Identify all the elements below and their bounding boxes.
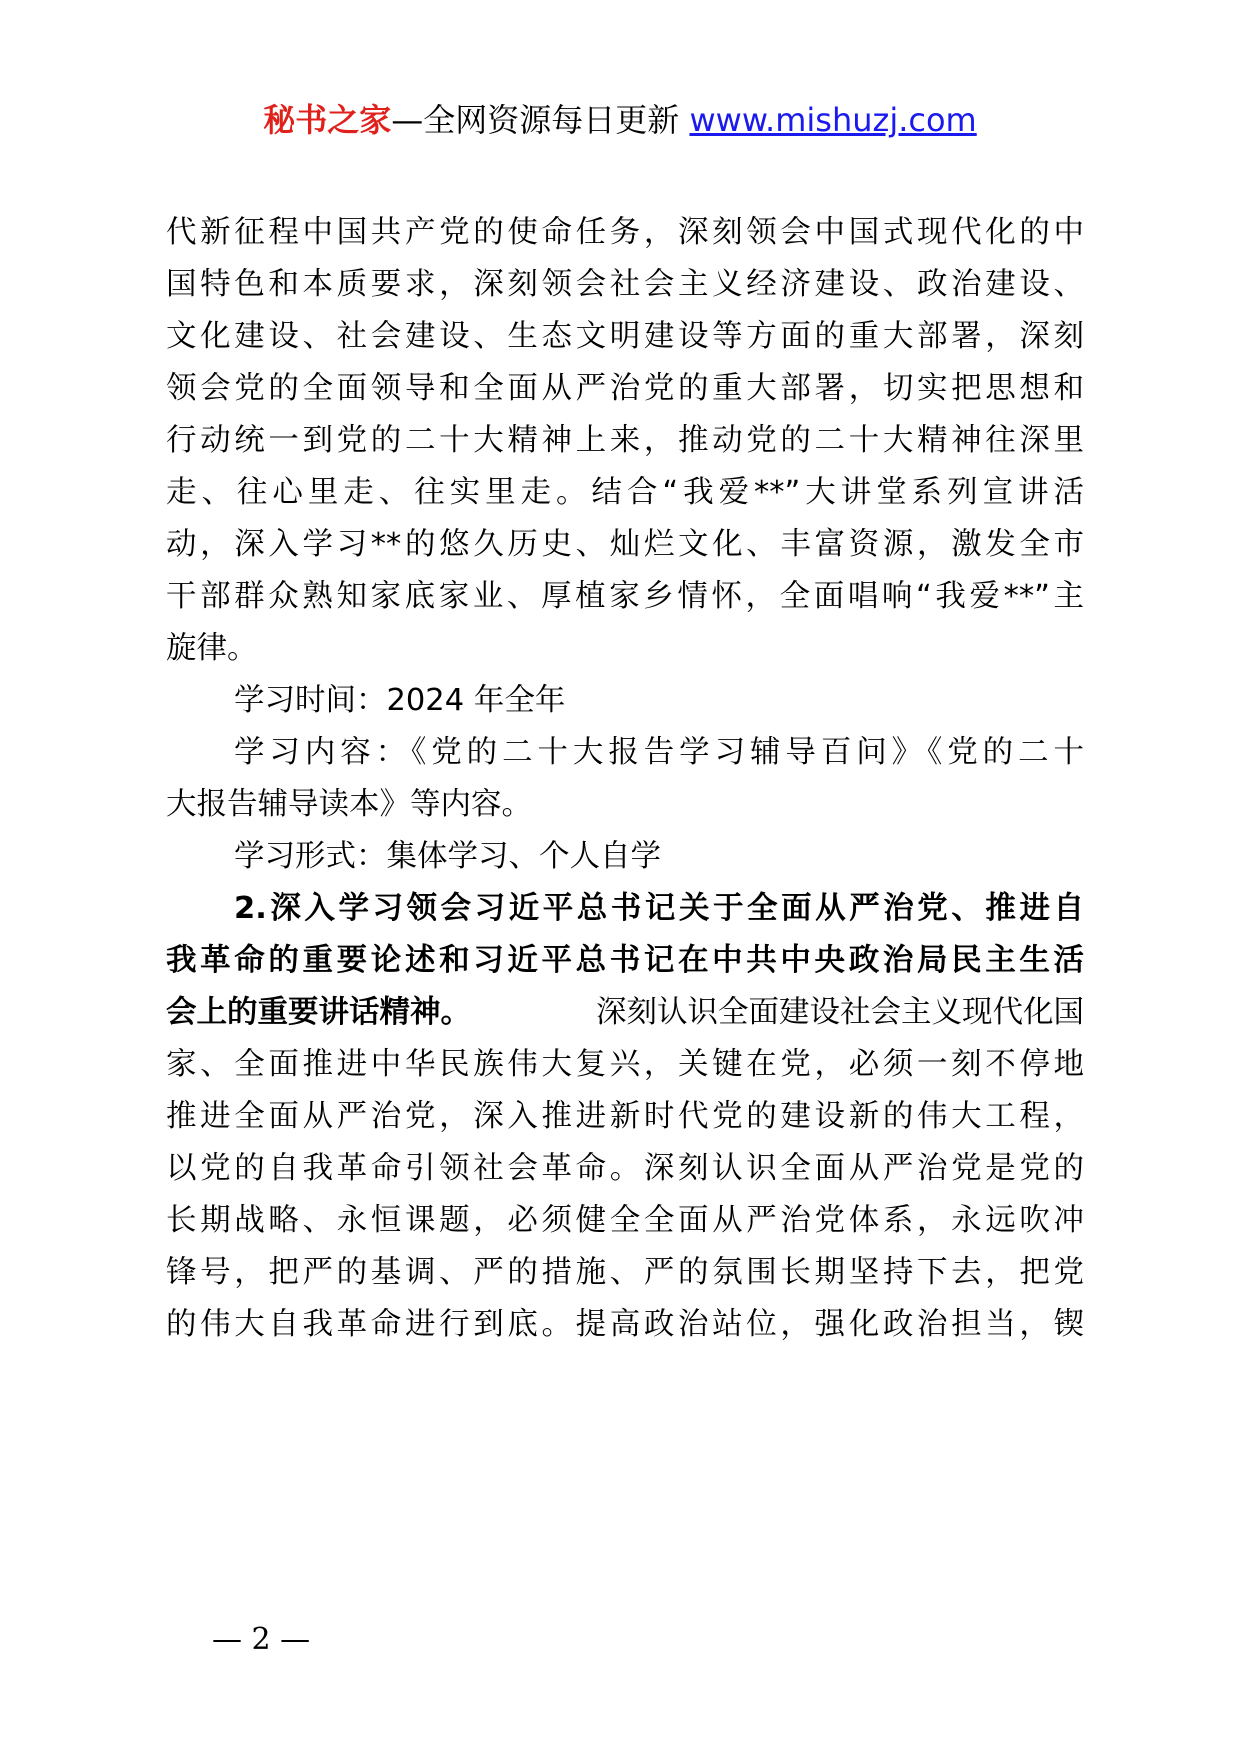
- study-content-line: 学习内容：《党的二十大报告学习辅导百问》《党的二十: [234, 735, 1084, 770]
- section-heading-line: 我革命的重要论述和习近平总书记在中共中央政治局民主生活: [166, 943, 1084, 978]
- body-line: 行动统一到党的二十大精神上来，推动党的二十大精神往深里: [166, 423, 1084, 458]
- study-form-line: 学习形式：集体学习、个人自学: [234, 839, 661, 874]
- study-time-line: 学习时间：2024 年全年: [234, 683, 566, 718]
- body-line: 锋号，把严的基调、严的措施、严的氛围长期坚持下去，把党: [166, 1255, 1084, 1290]
- body-line: 以党的自我革命引领社会革命。深刻认识全面从严治党是党的: [166, 1151, 1084, 1186]
- body-text: 深刻认识全面建设社会主义现代化国: [596, 995, 1084, 1030]
- body-line: 文化建设、社会建设、生态文明建设等方面的重大部署，深刻: [166, 319, 1084, 354]
- body-line: 家、全面推进中华民族伟大复兴，关键在党，必须一刻不停地: [166, 1047, 1084, 1082]
- section-heading-line: 2.深入学习领会习近平总书记关于全面从严治党、推进自: [234, 891, 1084, 926]
- body-line: 走、往心里走、往实里走。结合“我爱**”大讲堂系列宣讲活: [166, 475, 1084, 510]
- section-heading-text: 会上的重要讲话精神。: [166, 995, 471, 1030]
- site-brand: 秘书之家: [263, 101, 392, 139]
- section-heading-mixed-line: [166, 993, 1084, 1033]
- body-line: 代新征程中国共产党的使命任务，深刻领会中国式现代化的中: [166, 215, 1084, 250]
- body-line: 旋律。: [166, 631, 258, 666]
- body-line: 动，深入学习**的悠久历史、灿烂文化、丰富资源，激发全市: [166, 527, 1084, 562]
- site-header: [0, 100, 1240, 140]
- site-tagline: —全网资源每日更新: [391, 101, 690, 139]
- page-number: — 2 —: [212, 1622, 311, 1657]
- body-line: 推进全面从严治党，深入推进新时代党的建设新的伟大工程，: [166, 1099, 1084, 1134]
- site-url-link[interactable]: www.mishuzj.com: [689, 101, 977, 139]
- body-line: 大报告辅导读本》等内容。: [166, 787, 532, 822]
- body-line: 的伟大自我革命进行到底。提高政治站位，强化政治担当，锲: [166, 1307, 1084, 1342]
- body-line: 干部群众熟知家底家业、厚植家乡情怀，全面唱响“我爱**”主: [166, 579, 1084, 614]
- body-line: 领会党的全面领导和全面从严治党的重大部署，切实把思想和: [166, 371, 1084, 406]
- body-line: 长期战略、永恒课题，必须健全全面从严治党体系，永远吹冲: [166, 1203, 1084, 1238]
- body-line: 国特色和本质要求，深刻领会社会主义经济建设、政治建设、: [166, 267, 1084, 302]
